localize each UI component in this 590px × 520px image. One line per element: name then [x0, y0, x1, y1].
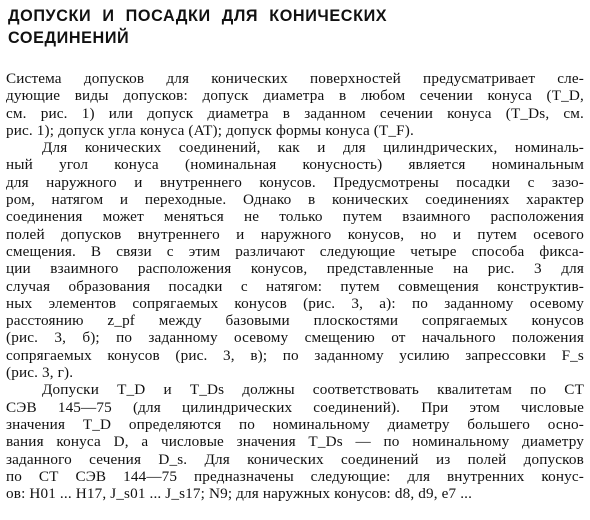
- text-line: (рис. 3, г).: [6, 364, 74, 382]
- text-line: для наружного и внутреннего конусов. Предусмотрены посадки с зазо-: [6, 173, 584, 191]
- text-line: ции взаимного расположения конусов, представленные на рис. 3 для: [6, 260, 584, 278]
- text-line: ных элементов сопрягаемых конусов (рис. 3, а): по заданному осевому: [6, 294, 584, 312]
- text-line: Система допусков для конических поверхностей предусматривает сле-: [6, 70, 584, 87]
- text-line: Допуски T_D и T_Ds должны соответствовать квалитетам по СТ: [42, 381, 584, 399]
- text-line: смещения. В связи с этим различают следующие четыре способа фикса-: [6, 242, 584, 260]
- text-line: СЭВ 145—75 (для цилиндрических соединений). При этом числовые: [6, 398, 584, 416]
- text-line: соединения может меняться не только путем взаимного расположения: [6, 208, 584, 226]
- text-line: см. рис. 1) или допуск диаметра в заданном сечении конуса (T_Ds, см.: [6, 104, 584, 122]
- text-line: сопрягаемых конусов (рис. 3, в); по заданному усилию запрессовки F_s: [6, 346, 584, 364]
- text-line: расстоянию z_pf между базовыми плоскостями сопрягаемых конусов: [6, 312, 584, 330]
- text-line: по СТ СЭВ 144—75 предназначены следующие: для внутренних конус-: [6, 467, 584, 485]
- paragraph-3: [6, 381, 584, 502]
- text-line: ов: H01 ... H17, J_s01 ... J_s17; N9; для наружных конусов: d8, d9, e7 ...: [6, 485, 473, 503]
- text-line: случая образования посадки с натягом: путем совмещения конструктив-: [6, 277, 584, 295]
- text-line: Для конических соединений, как и для цилиндрических, номиналь-: [42, 139, 584, 157]
- text-line: дующие виды допусков: допуск диаметра в любом сечении конуса (T_D,: [6, 87, 584, 105]
- text-line: рис. 1); допуск угла конуса (AT); допуск формы конуса (T_F).: [6, 121, 414, 139]
- text-line: значения T_D определяются по номинальному диаметру большего осно-: [6, 415, 584, 433]
- text-line: ром, натягом и переходные. Однако в конических соединениях характер: [6, 191, 584, 209]
- heading-line-2: СОЕДИНЕНИЙ: [8, 29, 130, 47]
- body-text: [6, 70, 584, 502]
- heading-line-1: ДОПУСКИ И ПОСАДКИ ДЛЯ КОНИЧЕСКИХ: [8, 7, 388, 25]
- text-line: ный угол конуса (номинальная конусность) является номинальным: [6, 156, 584, 174]
- paragraph-1: [6, 70, 584, 139]
- text-line: заданного сечения D_s. Для конических соединений из полей допусков: [6, 450, 584, 468]
- text-line: вания конуса D, а числовые значения T_Ds — по номинальному диаметру: [6, 433, 584, 451]
- section-heading: [8, 5, 568, 49]
- text-line: полей допусков внутреннего и наружного конусов, но и путем осевого: [6, 225, 584, 243]
- paragraph-2: [6, 139, 584, 381]
- text-line: (рис. 3, б); по заданному осевому смещению от начального положения: [6, 329, 584, 347]
